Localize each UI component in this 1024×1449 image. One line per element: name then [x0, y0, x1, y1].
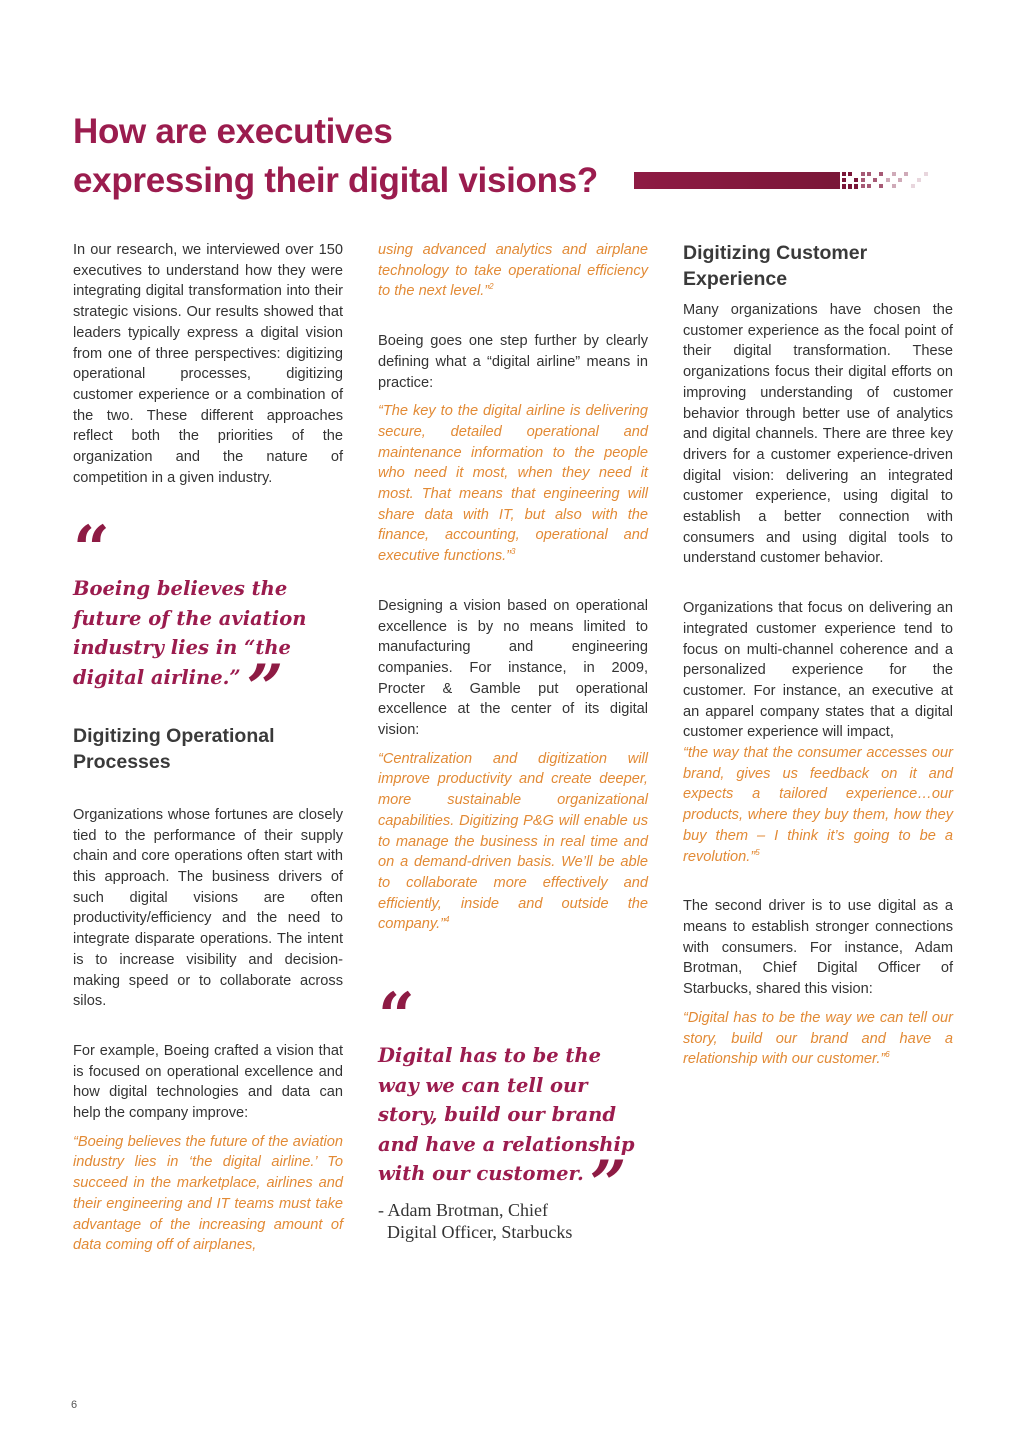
attribution-line-2: Digital Officer, Starbucks	[387, 1222, 573, 1243]
footnote-ref: 3	[511, 547, 516, 557]
pull-quote-text: Boeing believes the future of the aviation industry lies in “the digital airline.”	[73, 577, 307, 689]
boeing-pull-quote	[73, 512, 343, 726]
page-number: 6	[71, 1399, 78, 1411]
customer-paragraph: Many organizations have chosen the customer experience as the focal point of their digital transformation. These organizations focus their digital efforts on improving understanding of customer behavior through better use of analytics and digital channels. There are three key drivers for a customer experience-driven digital vision: delivering an integrated customer experience, using digital to establish a better connection with consumers and using digital tools to understand customer behavior.	[683, 302, 953, 567]
digital-airline-quote: “The key to the digital airline is delivering secure, detailed operational and maintenance information to the people who need it most, when they need it most. That means that engineering will share data with IT, but also with the finance, accounting, operational and executive functions.”	[378, 403, 648, 565]
attribution-line-1: - Adam Brotman, Chief	[378, 1200, 548, 1221]
page-title	[73, 107, 598, 205]
footnote-ref: 4	[445, 915, 450, 925]
boeing-example-paragraph: For example, Boeing crafted a vision that is focused on operational excellence and how digital technologies and data can help the company improve:	[73, 1042, 343, 1122]
section-heading-customer: Digitizing Customer Experience	[683, 242, 868, 290]
section-heading-operational: Digitizing Operational Processes	[73, 724, 275, 773]
boeing-quote-continued: using advanced analytics and airplane technology to take operational efficiency to the next level.”	[378, 242, 648, 300]
digital-airline-paragraph: Boeing goes one step further by clearly defining what a “digital airline” means in practice:	[378, 333, 648, 391]
close-quote-icon: ”	[246, 650, 284, 726]
starbucks-quote: “Digital has to be the way we can tell our story, build our brand and have a relationship with our customer.”	[683, 1009, 953, 1068]
starbucks-pull-quote	[378, 979, 648, 1243]
column-2	[378, 240, 648, 1243]
boeing-quote-start: “Boeing believes the future of the aviation industry lies in ‘the digital airline.’ To succeed in the marketplace, airlines and their engineering and IT teams must take advantage of the increasing amount of data coming off of airplanes,	[73, 1133, 343, 1254]
pull-quote-text: Digital has to be the way we can tell our story, build our brand and have a relationship with our customer.	[378, 1044, 635, 1186]
open-quote-icon: “	[73, 512, 110, 588]
title-line-1: How are executives	[73, 112, 393, 151]
operational-paragraph: Organizations whose fortunes are closely tied to the performance of their supply chain and core operations often start with this approach. The business drivers of such digital visions are often productivity/efficiency and the need to integrate disparate operations. The intent is to increase visibility and decision-making speed or to collaborate across silos.	[73, 806, 343, 1010]
pixel-fade-decoration-icon	[834, 172, 934, 189]
close-quote-icon: ”	[589, 1147, 627, 1223]
second-driver-paragraph: The second driver is to use digital as a means to establish stronger connections with consumers. For instance, Adam Brotman, Chief Digital Officer of Starbucks, shared this vision:	[683, 898, 953, 998]
pg-quote: “Centralization and digitization will improve productivity and create deeper, more sustainable organizational capabilities. Digitizing P&G will enable us to manage the business in real time and on a demand-driven basis. We’ll be able to collaborate more effectively and efficiently, inside and outside the company.”	[378, 750, 648, 933]
footnote-ref: 2	[489, 282, 494, 292]
intro-paragraph: In our research, we interviewed over 150 executives to understand how they were integrating digital transformation into their strategic visions. Our results showed that leaders typically express a digital vision from one of three perspectives: digitizing operational processes, digitizing customer experience or a combination of the two. These different approaches reflect both the priorities of the organization and the nature of competition in a given industry.	[73, 242, 343, 486]
integrated-experience-paragraph: Organizations that focus on delivering an integrated customer experience tend to focus on multi-channel coherence and a personalized experience for the customer. For instance, an executive at an apparel company states that a digital customer experience will impact,	[683, 600, 953, 741]
pg-paragraph: Designing a vision based on operational excellence is by no means limited to manufacturing and engineering companies. For instance, in 2009, Procter & Gamble put operational excellence at the center of its digital vision:	[378, 597, 648, 739]
title-decorative-bar	[634, 172, 834, 189]
apparel-quote: “the way that the consumer accesses our brand, gives us feedback on it and expects a tailored experience…our products, where they buy them, how they buy them – I think it’s going to be a revolution.”	[683, 745, 953, 865]
footnote-ref: 6	[885, 1050, 890, 1060]
footnote-ref: 5	[755, 847, 760, 857]
column-1	[73, 240, 343, 1256]
title-line-2: expressing their digital visions?	[73, 161, 598, 200]
column-3	[683, 240, 953, 1070]
open-quote-icon: “	[378, 979, 415, 1055]
